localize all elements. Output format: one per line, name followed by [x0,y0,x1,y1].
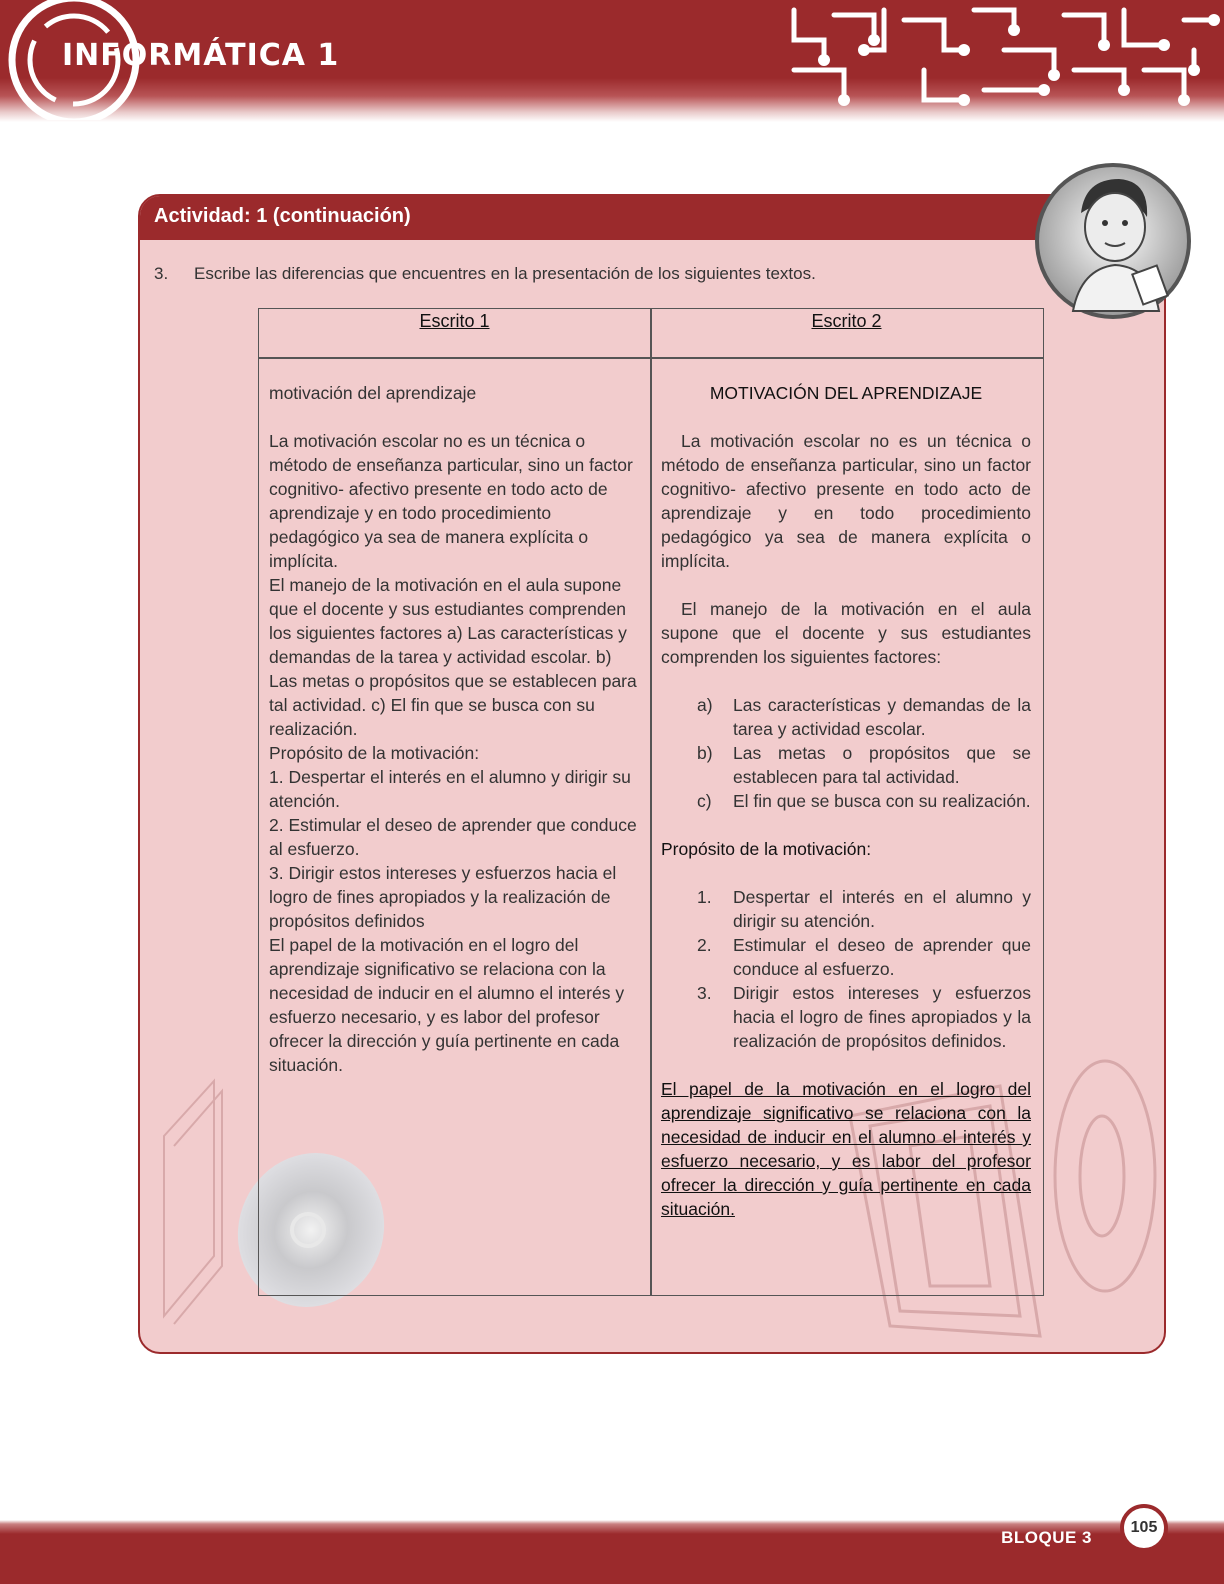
instruction [154,264,816,284]
list-item: b) Las metas o propósitos que se establecen para tal actividad. [697,743,1031,787]
escrito-1-title: motivación del aprendizaje [269,383,477,403]
table-header-escrito-2: Escrito 2 [811,311,882,331]
list-item: 1. Despertar el interés en el alumno y dirigir su atención. [697,887,1031,931]
instruction-number: 3. [154,264,169,283]
activity-title: Actividad: 1 (continuación) [154,205,411,227]
table-header-escrito-1: Escrito 1 [419,311,490,331]
escrito-1-paragraph: 1. Despertar el interés en el alumno y dirigir su atención. [269,767,631,811]
circuit-pattern-icon [774,0,1224,115]
escrito-1-paragraph: 3. Dirigir estos intereses y esfuerzos hacia el logro de fines apropiados y la realización de propósitos definidos [269,863,617,931]
escrito-1-paragraph: 2. Estimular el deseo de aprender que conduce al esfuerzo. [269,815,637,859]
comparison-table [258,308,1044,1296]
escrito-2-title: MOTIVACIÓN DEL APRENDIZAJE [709,383,983,403]
list-item: a) Las características y demandas de la tarea y actividad escolar. [697,695,1031,739]
escrito-2-paragraph: La motivación escolar no es un técnica o método de enseñanza particular, sino un factor cognitivo- afectivo presente en todo acto de aprendizaje y en todo procedimiento pedagógico ya sea de manera explícita o implícita. [661,431,1031,571]
escrito-1-paragraph: El manejo de la motivación en el aula supone que el docente y sus estudiantes comprenden los siguientes factores a) Las características y demandas de la tarea y actividad escolar. b) Las metas o propósitos que se establecen para tal actividad. c) El fin que se busca con su realización. [269,575,637,739]
student-mascot-icon [1033,161,1193,321]
factors-list [661,693,1031,813]
header-title: INFORMÁTICA 1 [62,38,340,73]
escrito-1-text [269,381,641,1077]
table-header-divider [259,357,1043,359]
escrito-2-subtitle: Propósito de la motivación: [661,839,872,859]
instruction-text: Escribe las diferencias que encuentres en la presentación de los siguientes textos. [194,264,816,283]
escrito-1-paragraph: Propósito de la motivación: [269,743,480,763]
page-header [0,0,1224,122]
purposes-list [661,885,1031,1053]
escrito-1-paragraph: La motivación escolar no es un técnica o método de enseñanza particular, sino un factor cognitivo- afectivo presente en todo acto de aprendizaje y en todo procedimiento pedagógico ya sea de manera explícita o implícita. [269,431,633,571]
table-column-divider [650,309,652,1295]
escrito-2-text [661,381,1031,1221]
escrito-1-paragraph: El papel de la motivación en el logro del aprendizaje significativo se relaciona con la necesidad de inducir en el alumno el interés y esfuerzo necesario, y es labor del profesor ofrecer la dirección y guía pertinente en cada situación. [269,935,625,1075]
folder-watermark-icon [154,1076,224,1326]
page-number: 105 [1120,1504,1168,1552]
list-item: 3. Dirigir estos intereses y esfuerzos hacia el logro de fines apropiados y la realización de propósitos definidos. [697,983,1031,1051]
escrito-2-paragraph: El manejo de la motivación en el aula supone que el docente y sus estudiantes comprenden los siguientes factores: [661,599,1031,667]
escrito-2-closing: El papel de la motivación en el logro del aprendizaje significativo se relaciona con la necesidad de inducir en el alumno el interés y esfuerzo necesario, y es labor del profesor ofrecer la dirección y guía pertinente en cada situación. [661,1079,1031,1219]
list-item: 2. Estimular el deseo de aprender que conduce al esfuerzo. [697,935,1031,979]
activity-header [140,196,1164,240]
list-item: c) El fin que se busca con su realización. [697,791,1031,811]
footer-section-label: BLOQUE 3 [1001,1528,1092,1547]
